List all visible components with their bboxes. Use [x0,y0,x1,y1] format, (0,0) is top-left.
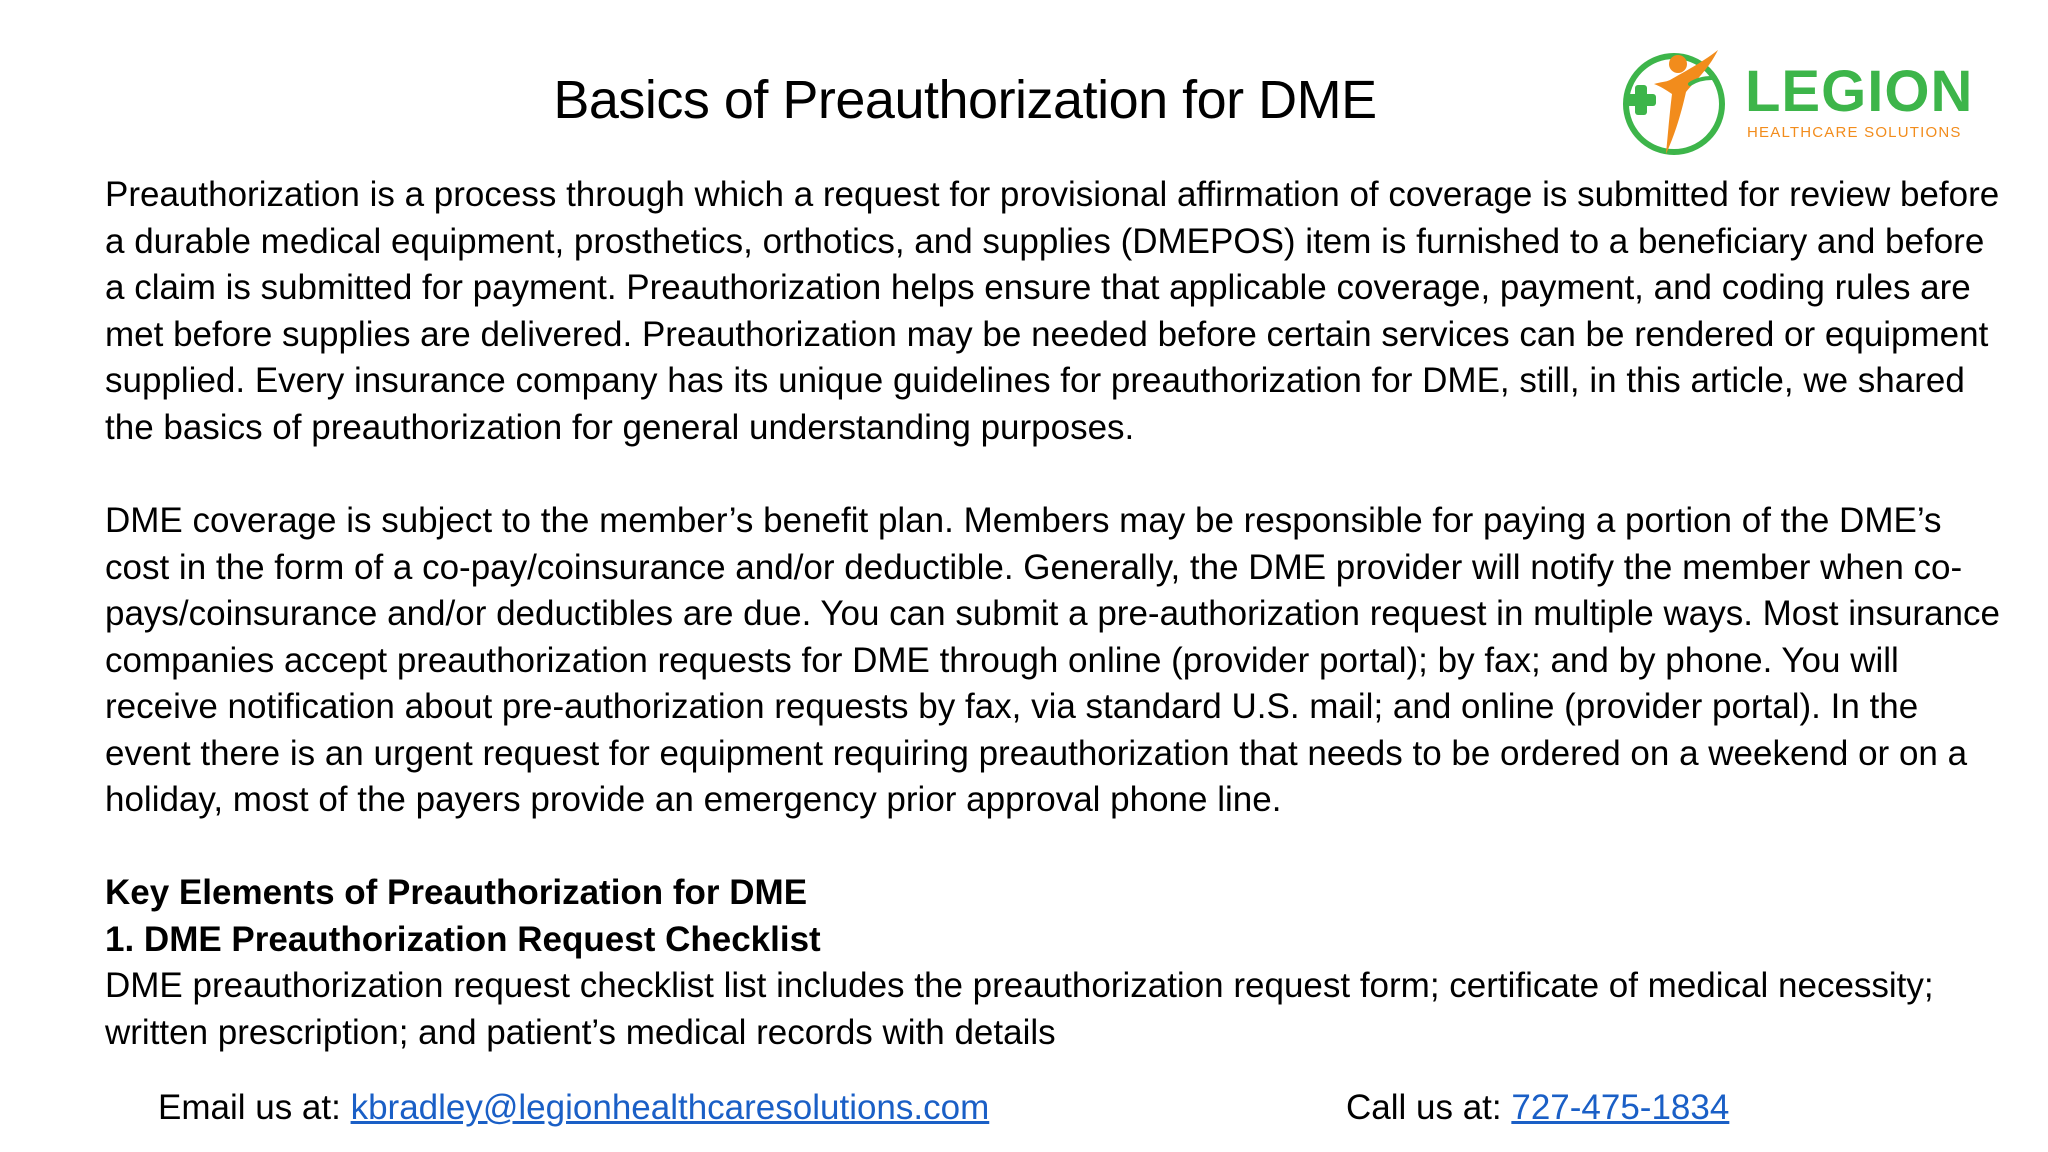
footer-email [158,1085,989,1131]
intro-paragraph: Preauthorization is a process through which a request for provisional affirmation of coverage is submitted for review before a durable medical equipment, prosthetics, orthotics, and supplies (DMEPOS) item is furnished to a beneficiary and before a claim is submitted for payment. Preauthorization helps ensure that applicable coverage, payment, and coding rules are met before supplies are delivered. Preauthorization may be needed before certain services can be rendered or equipment supplied. Every insurance company has its unique guidelines for preauthorization for DME, still, in this article, we shared the basics of preauthorization for general understanding purposes. [105,175,2000,447]
page-title: Basics of Preauthorization for DME [553,70,1377,130]
checklist-text: DME preauthorization request checklist list includes the preauthorization request form; certificate of medical necessity; written prescription; and patient’s medical records with details [105,966,1934,1052]
checklist-subheading: 1. DME Preauthorization Request Checklist [105,919,821,959]
key-elements-section [105,870,2005,1056]
phone-label: Call us at: [1346,1088,1512,1127]
section-heading: Key Elements of Preauthorization for DME [105,873,808,912]
footer-phone [1346,1085,1729,1131]
legion-logo [1620,44,2000,164]
email-label: Email us at: [158,1088,351,1127]
phone-link[interactable]: 727-475-1834 [1511,1088,1730,1127]
logo-tagline: HEALTHCARE SOLUTIONS [1747,124,1962,141]
coverage-paragraph: DME coverage is subject to the member’s benefit plan. Members may be responsible for paying a portion of the DME’s cost in the form of a co-pay/coinsurance and/or deductible. Generally, the DME provider will notify the member when co-pays/coinsurance and/or deductibles are due. You can submit a pre-authorization request in multiple ways. Most insurance companies accept preauthorization requests for DME through online (provider portal); by fax; and by phone. You will receive notification about pre-authorization requests by fax, via standard U.S. mail; and online (provider portal). In the event there is an urgent request for equipment requiring preauthorization that needs to be ordered on a weekend or on a holiday, most of the payers provide an emergency prior approval phone line. [105,501,2000,819]
legion-plus-figure-icon [1620,44,1735,159]
email-link[interactable]: kbradley@legionhealthcaresolutions.com [350,1088,990,1127]
logo-wordmark: LEGION [1745,59,1974,124]
